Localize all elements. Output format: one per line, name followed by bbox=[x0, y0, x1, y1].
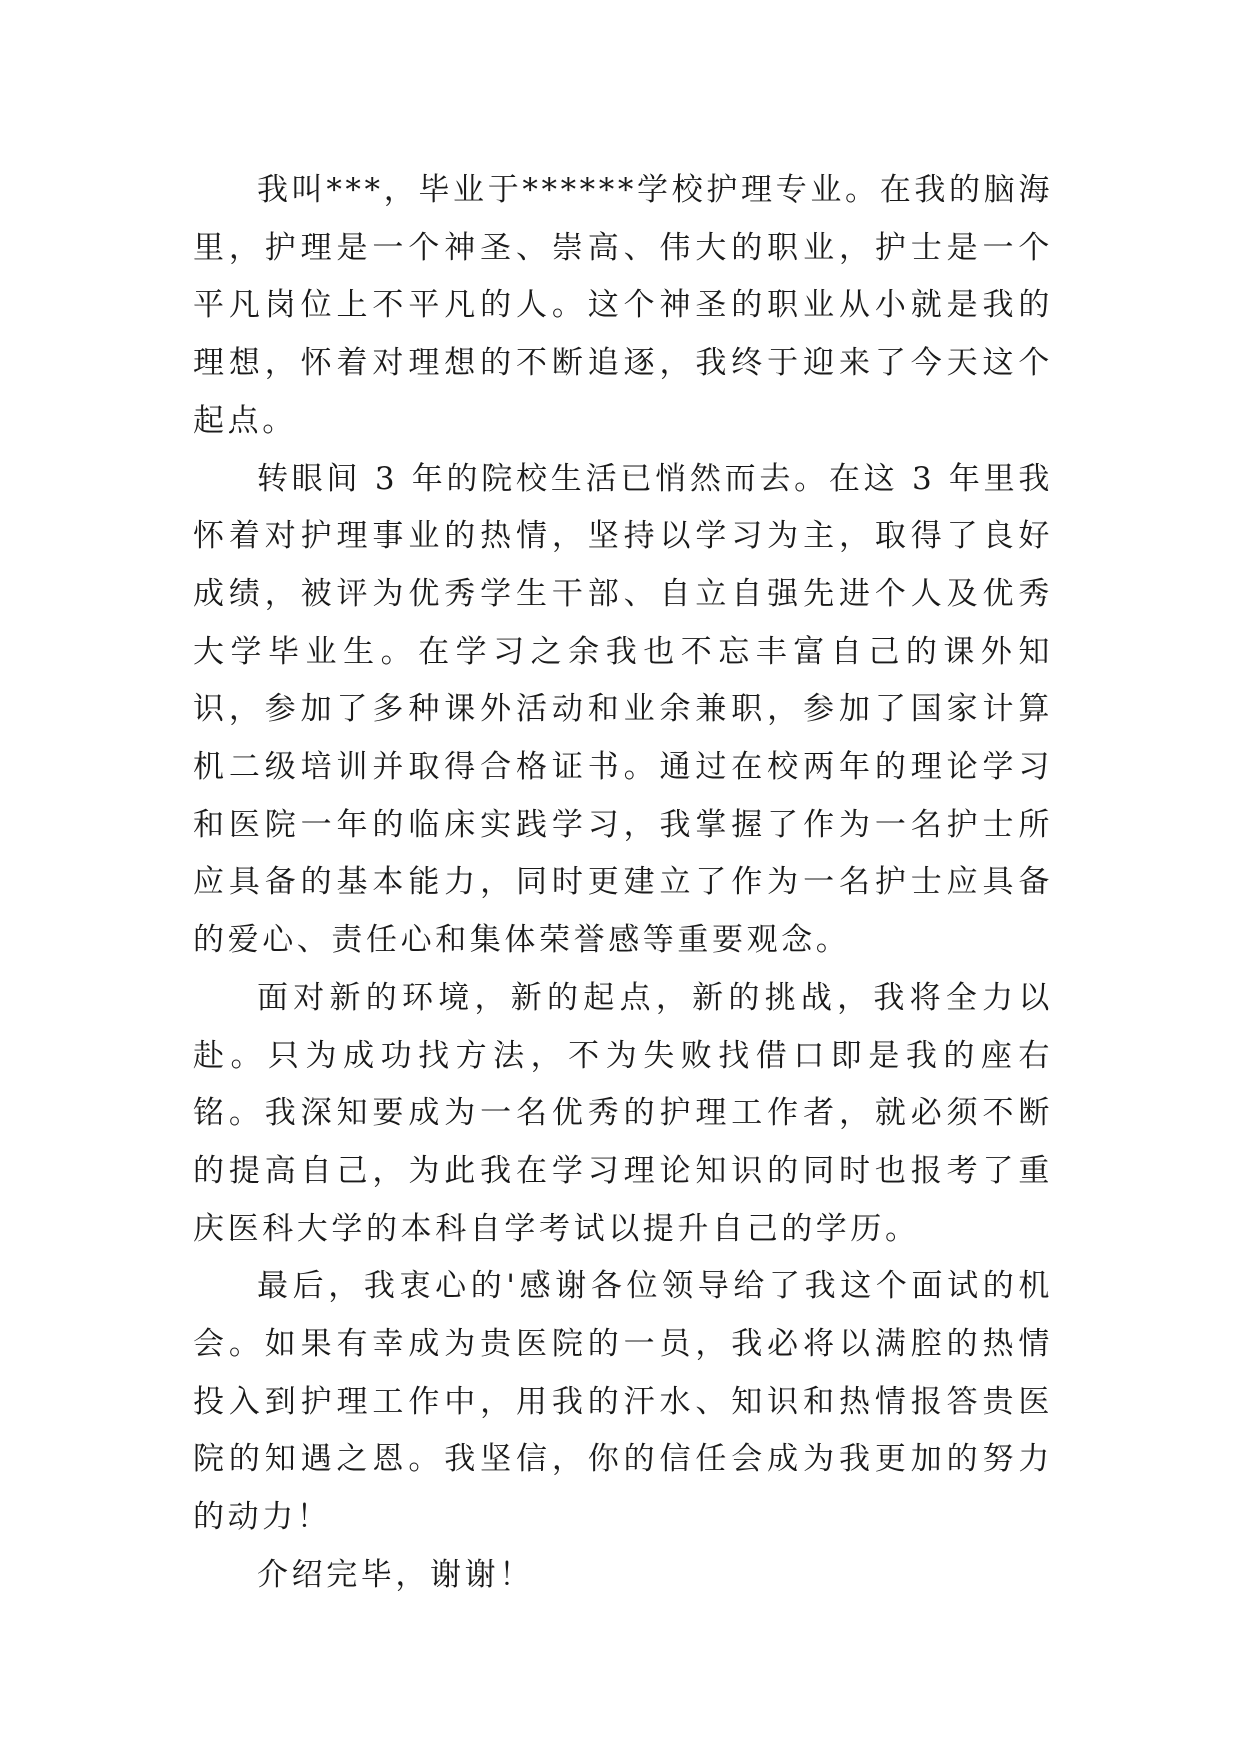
paragraph-thanks: 最后，我衷心的'感谢各位领导给了我这个面试的机会。如果有幸成为贵医院的一员，我必将以满腔的热情投入到护理工作中，用我的汗水、知识和热情报答贵医院的知遇之恩。我坚信，你的信任会成为我更加的努力的动力！ bbox=[193, 1268, 1053, 1536]
paragraph-intro: 我叫***，毕业于******学校护理专业。在我的脑海里，护理是一个神圣、崇高、伟大的职业，护士是一个平凡岗位上不平凡的人。这个神圣的职业从小就是我的理想，怀着对理想的不断追逐，我终于迎来了今天这个起点。 bbox=[193, 172, 1053, 439]
paragraph-new-challenge: 面对新的环境，新的起点，新的挑战，我将全力以赴。只为成功找方法，不为失败找借口即是我的座右铭。我深知要成为一名优秀的护理工作者，就必须不断的提高自己，为此我在学习理论知识的同时也报考了重庆医科大学的本科自学考试以提升自己的学历。 bbox=[193, 979, 1053, 1247]
document-body bbox=[193, 162, 1053, 1605]
paragraph-school-life: 转眼间 3 年的院校生活已悄然而去。在这 3 年里我怀着对护理事业的热情，坚持以学习为主，取得了良好成绩，被评为优秀学生干部、自立自强先进个人及优秀大学毕业生。在学习之余我也不忘丰富自己的课外知识，参加了多种课外活动和业余兼职，参加了国家计算机二级培训并取得合格证书。通过在校两年的理论学习和医院一年的临床实践学习，我掌握了作为一名护士所应具备的基本能力，同时更建立了作为一名护士应具备的爱心、责任心和集体荣誉感等重要观念。 bbox=[193, 460, 1053, 959]
paragraph-closing: 介绍完毕，谢谢！ bbox=[257, 1556, 534, 1593]
